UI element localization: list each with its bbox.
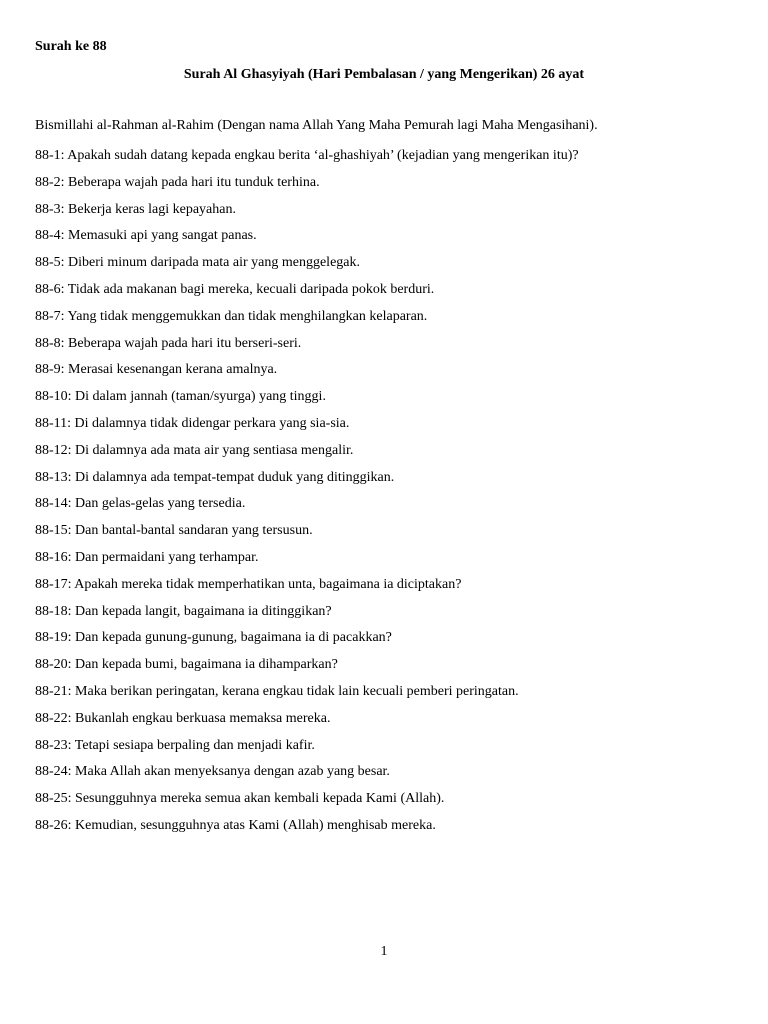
bismillah-line: Bismillahi al-Rahman al-Rahim (Dengan nama Allah Yang Maha Pemurah lagi Maha Mengasihani). [35, 118, 598, 133]
verse-list [35, 143, 579, 840]
verse-11: 88-11: Di dalamnya tidak didengar perkara yang sia-sia. [35, 415, 350, 431]
verse-8: 88-8: Beberapa wajah pada hari itu berseri-seri. [35, 335, 302, 351]
verse-13: 88-13: Di dalamnya ada tempat-tempat duduk yang ditinggikan. [35, 469, 395, 485]
verse-12: 88-12: Di dalamnya ada mata air yang sentiasa mengalir. [35, 442, 354, 458]
verse-22: 88-22: Bukanlah engkau berkuasa memaksa mereka. [35, 710, 331, 726]
verse-23: 88-23: Tetapi sesiapa berpaling dan menjadi kafir. [35, 737, 315, 753]
verse-5: 88-5: Diberi minum daripada mata air yang menggelegak. [35, 255, 361, 271]
verse-4: 88-4: Memasuki api yang sangat panas. [35, 228, 257, 244]
verse-2: 88-2: Beberapa wajah pada hari itu tunduk terhina. [35, 174, 320, 190]
verse-17: 88-17: Apakah mereka tidak memperhatikan unta, bagaimana ia diciptakan? [35, 576, 462, 592]
surah-title: Surah Al Ghasyiyah (Hari Pembalasan / yang Mengerikan) 26 ayat [183, 67, 585, 82]
verse-20: 88-20: Dan kepada bumi, bagaimana ia dihamparkan? [35, 657, 338, 673]
page-number: 1 [380, 944, 388, 959]
verse-9: 88-9: Merasai kesenangan kerana amalnya. [35, 362, 278, 378]
verse-7: 88-7: Yang tidak menggemukkan dan tidak menghilangkan kelaparan. [35, 308, 428, 324]
verse-24: 88-24: Maka Allah akan menyeksanya dengan azab yang besar. [35, 764, 390, 780]
verse-16: 88-16: Dan permaidani yang terhampar. [35, 549, 259, 565]
verse-6: 88-6: Tidak ada makanan bagi mereka, kecuali daripada pokok berduri. [35, 281, 435, 297]
verse-3: 88-3: Bekerja keras lagi kepayahan. [35, 201, 236, 217]
verse-19: 88-19: Dan kepada gunung-gunung, bagaimana ia di pacakkan? [35, 630, 392, 646]
verse-26: 88-26: Kemudian, sesungguhnya atas Kami (Allah) menghisab mereka. [35, 817, 436, 833]
surah-heading: Surah ke 88 [35, 39, 107, 54]
verse-18: 88-18: Dan kepada langit, bagaimana ia ditinggikan? [35, 603, 332, 619]
verse-1: 88-1: Apakah sudah datang kepada engkau berita ‘al-ghashiyah’ (kejadian yang mengerikan itu)? [35, 148, 579, 163]
verse-15: 88-15: Dan bantal-bantal sandaran yang tersusun. [35, 523, 313, 539]
verse-10: 88-10: Di dalam jannah (taman/syurga) yang tinggi. [35, 389, 326, 405]
verse-21: 88-21: Maka berikan peringatan, kerana engkau tidak lain kecuali pemberi peringatan. [35, 683, 519, 699]
verse-25: 88-25: Sesungguhnya mereka semua akan kembali kepada Kami (Allah). [35, 791, 445, 807]
verse-14: 88-14: Dan gelas-gelas yang tersedia. [35, 496, 246, 512]
